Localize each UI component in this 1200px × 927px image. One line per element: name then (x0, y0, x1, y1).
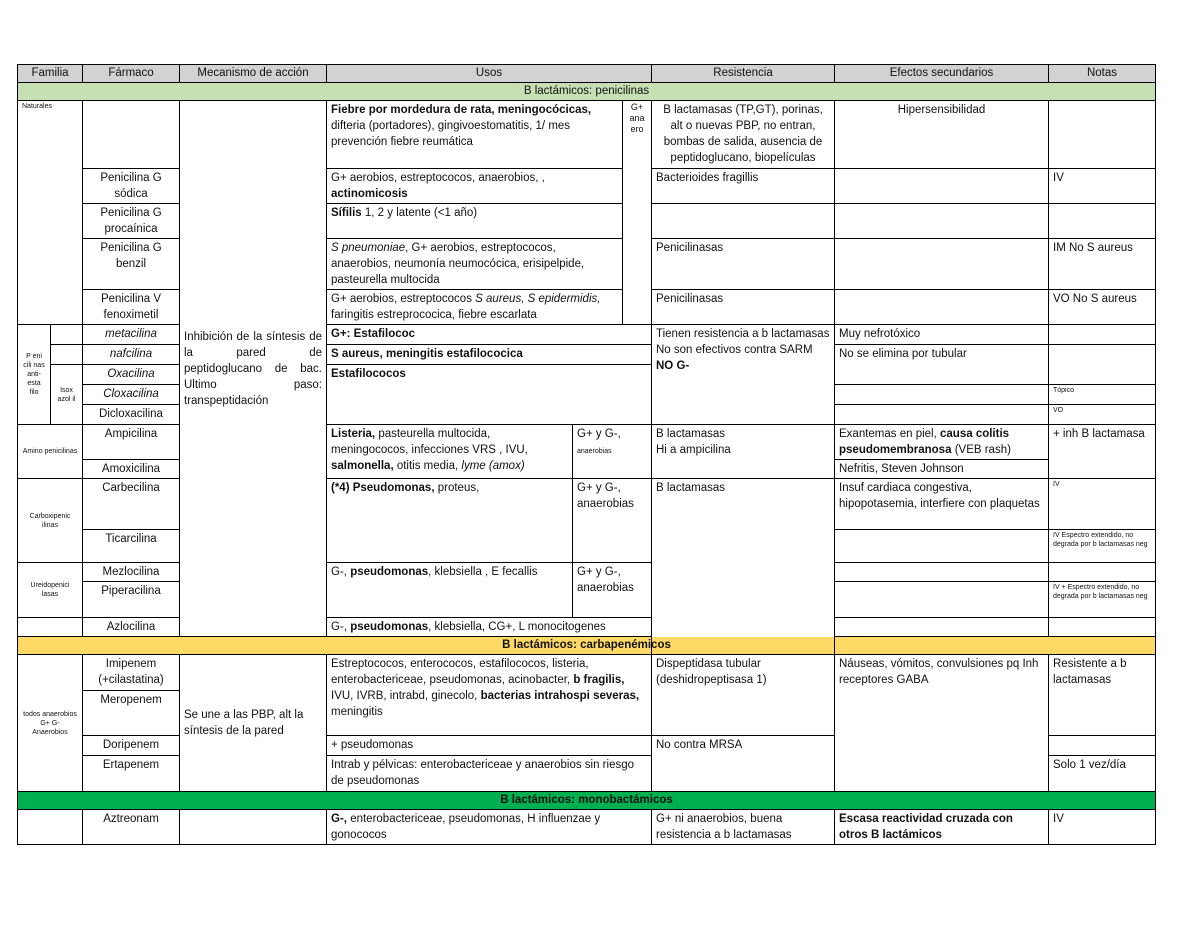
farmaco-nafcilina: nafcilina (83, 345, 180, 365)
usos-cell (327, 169, 623, 204)
efectos-cell: Náuseas, vómitos, convulsiones pq Inh receptores GABA (835, 655, 1049, 792)
usos-text: , klebsiella , E fecallis (428, 566, 538, 578)
efectos-cell: No se elimina por tubular (835, 345, 1049, 385)
familia-carboxipenicilinas: Carboxipenic ilinas (18, 479, 83, 563)
usos-cell: Estafilococos (327, 365, 652, 425)
usos-cell (327, 479, 573, 563)
usos-cell (327, 204, 623, 239)
familia-blank (18, 618, 83, 637)
usos-bold: G-, (331, 813, 347, 825)
usos-text: faringitis estreprococica, fiebre escarlata (331, 309, 537, 321)
efectos-cell: Insuf cardiaca congestiva, hipopotasemia, interfiere con plaquetas (835, 479, 1049, 530)
efectos-cell: Nefritis, Steven Johnson (835, 460, 1049, 479)
notas-cell: VO No S aureus (1049, 290, 1156, 325)
notas-cell (1049, 325, 1156, 345)
notas-cell (1049, 736, 1156, 756)
gram-label: G+ ana ero (623, 101, 652, 325)
gram-cell (573, 425, 652, 479)
usos-cell: + pseudomonas (327, 736, 652, 756)
notas-cell (1049, 345, 1156, 385)
farmaco-oxacilina: Oxacilina (83, 365, 180, 385)
resistencia-cell: Bacterioides fragillis (652, 169, 835, 204)
usos-cell: G+: Estafilococ (327, 325, 652, 345)
usos-italic: S aureus, S epidermidis, (475, 293, 601, 305)
farmaco-ampicilina: Ampicilina (83, 425, 180, 460)
header-row (18, 65, 1156, 83)
farmaco-dicloxacilina: Dicloxacilina (83, 405, 180, 425)
usos-cell (327, 290, 623, 325)
farmaco-meropenem: Meropenem (83, 691, 180, 736)
usos-text: meningitis (331, 706, 383, 718)
notas-cell: IV (1049, 479, 1156, 530)
notas-cell (1049, 101, 1156, 169)
usos-text: otitis media, (396, 460, 459, 472)
section-carbapenemicos (18, 637, 1156, 655)
farmaco-mezlocilina: Mezlocilina (83, 563, 180, 582)
notas-cell (1049, 204, 1156, 239)
table-row (18, 101, 1156, 169)
notas-cell: VO (1049, 405, 1156, 425)
notas-cell: IV (1049, 169, 1156, 204)
notas-cell: IV (1049, 810, 1156, 845)
familia-blank (18, 810, 83, 845)
usos-bold: pseudomonas (350, 566, 429, 578)
header-resistencia: Resistencia (652, 65, 835, 83)
usos-cell: S aureus, meningitis estafilococica (327, 345, 652, 365)
usos-bold: actinomicosis (331, 188, 408, 200)
usos-cell (327, 425, 573, 479)
table-row (18, 655, 1156, 691)
efectos-cell (835, 582, 1049, 618)
notas-cell: IV Espectro extendido, no degrada por b lactamasas neg (1049, 530, 1156, 563)
notas-cell: Tópico (1049, 385, 1156, 405)
farmaco-doripenem: Doripenem (83, 736, 180, 756)
mecanismo-blank (180, 810, 327, 845)
usos-cell (327, 563, 573, 618)
gram-text: G+ y G-, (577, 428, 621, 440)
farmaco-pen-v: Penicilina V fenoximetil (83, 290, 180, 325)
resistencia-cell: Penicilinasas (652, 239, 835, 290)
farmaco-imipenem: Imipenem (+cilastatina) (83, 655, 180, 691)
usos-bold: Listeria, (331, 428, 376, 440)
resistencia-text: NO G- (656, 360, 690, 372)
efectos-cell (835, 425, 1049, 460)
efectos-cell: Escasa reactividad cruzada con otros B lactámicos (835, 810, 1049, 845)
resistencia-cell (652, 204, 835, 239)
notas-cell (1049, 563, 1156, 582)
usos-cell (327, 101, 623, 169)
farmaco-cloxacilina: Cloxacilina (83, 385, 180, 405)
resistencia-text: No son efectivos contra SARM (656, 344, 813, 356)
efectos-text: Exantemas en piel, (839, 428, 937, 440)
notas-cell (1049, 618, 1156, 637)
usos-text: G+ aerobios, estreptococos (331, 293, 472, 305)
notas-cell: + inh B lactamasa (1049, 425, 1156, 479)
efectos-cell (835, 169, 1049, 204)
gram-cell: G+ y G-, anaerobias (573, 563, 652, 618)
usos-cell: Intrab y pélvicas: enterobactericeae y anaerobios sin riesgo de pseudomonas (327, 756, 652, 792)
usos-cell (327, 810, 652, 845)
resistencia-antiestafilo (652, 325, 835, 425)
usos-text: G-, (331, 621, 347, 633)
usos-italic: lyme (amox) (461, 460, 525, 472)
gram-text: anaerobias (577, 448, 612, 455)
familia-antiestafilo: P eni cili nas anti- esta filo (18, 325, 51, 425)
usos-bold: b fragilis, (573, 674, 625, 686)
efectos-text: (VEB rash) (954, 444, 1011, 456)
usos-bold: (*4) Pseudomonas, (331, 482, 435, 494)
header-mecanismo: Mecanismo de acción (180, 65, 327, 83)
efectos-cell: Muy nefrotóxico (835, 325, 1049, 345)
resistencia-cell: G+ ni anaerobios, buena resistencia a b lactamasas (652, 810, 835, 845)
resistencia-cell: B lactamasas (TP,GT), porinas, alt o nuevas PBP, no entran, bombas de salida, ausencia de peptidoglucano, biopelículas (652, 101, 835, 169)
subfamilia-isoxazolil: Isox azol il (51, 365, 83, 425)
farmaco-pen-g-procainica: Penicilina G procaínica (83, 204, 180, 239)
farmaco-ertapenem: Ertapenem (83, 756, 180, 792)
header-usos: Usos (327, 65, 652, 83)
subfamilia-blank (51, 345, 83, 365)
usos-text: proteus, (437, 482, 480, 494)
farmaco-pen-g-sodica: Penicilina G sódica (83, 169, 180, 204)
farmaco-metacilina: metacilina (83, 325, 180, 345)
header-familia: Familia (18, 65, 83, 83)
usos-italic: S pneumoniae (331, 242, 406, 254)
mecanismo-carbapenemicos: Se une a las PBP, alt la síntesis de la pared (180, 655, 327, 792)
usos-text: , G+ aerobios, estreptococos, anaerobios, neumonía neumocócica, erisipelpide, pasteurella multocida (331, 242, 585, 286)
resistencia-cell: Penicilinasas (652, 290, 835, 325)
resistencia-text: B lactamasas (656, 428, 726, 440)
section-title: B lactámicos: monobactámicos (18, 792, 1156, 810)
efectos-cell (835, 563, 1049, 582)
usos-bold: Fiebre por mordedura de rata, meningocócicas, (331, 104, 592, 116)
subfamilia-blank (51, 325, 83, 345)
familia-ureidopenicilinas: Ureidopenici lasas (18, 563, 83, 618)
efectos-cell (835, 239, 1049, 290)
usos-text: G-, (331, 566, 347, 578)
farmaco-aztreonam: Aztreonam (83, 810, 180, 845)
notas-cell: IV + Espectro extendido, no degrada por b lactamasas neg (1049, 582, 1156, 618)
efectos-cell (835, 385, 1049, 405)
header-efectos: Efectos secundarios (835, 65, 1049, 83)
usos-text: , klebsiella, CG+, L monocitogenes (428, 621, 606, 633)
farmaco-piperacilina: Piperacilina (83, 582, 180, 618)
notas-cell: Solo 1 vez/día (1049, 756, 1156, 792)
farmaco-azlocilina: Azlocilina (83, 618, 180, 637)
efectos-cell (835, 405, 1049, 425)
usos-text: IVU, IVRB, intrabd, ginecolo, (331, 690, 478, 702)
efectos-cell (835, 530, 1049, 563)
farmaco-ticarcilina: Ticarcilina (83, 530, 180, 563)
resistencia-cell: Dispeptidasa tubular (deshidropeptisasa 1) (652, 655, 835, 736)
familia-aminopenicilinas: Amino penicilinas (18, 425, 83, 479)
resistencia-text: Tienen resistencia a b lactamasas (656, 328, 830, 340)
familia-naturales: Naturales (18, 101, 83, 325)
usos-bold: pseudomonas (350, 621, 429, 633)
notas-cell: IM No S aureus (1049, 239, 1156, 290)
farmaco-cell (83, 101, 180, 169)
usos-cell (327, 655, 652, 736)
familia-carbapenemicos: todos anaerobios G+ G- Anaerobios (18, 655, 83, 792)
usos-cell (327, 618, 652, 637)
usos-text: pasteurella multocida, meningococos, infecciones VRS , IVU, (331, 428, 528, 456)
resistencia-cell: B lactamasas (652, 479, 835, 655)
usos-text: Estreptococos, enterococos, estafilococos, listeria, enterobactericeae, pseudomonas, acinobacter, (331, 658, 589, 686)
usos-bold: Sífilis (331, 207, 362, 219)
usos-bold: bacterias intrahospi severas, (480, 690, 640, 702)
resistencia-text: Hi a ampicilina (656, 444, 731, 456)
section-title: B lactámicos: penicilinas (18, 83, 1156, 101)
usos-text: G+ aerobios, estreptococos, anaerobios, , (331, 172, 545, 184)
section-monobactamicos (18, 792, 1156, 810)
efectos-cell (835, 290, 1049, 325)
farmaco-amoxicilina: Amoxicilina (83, 460, 180, 479)
usos-text: 1, 2 y latente (<1 año) (364, 207, 478, 219)
section-title: B lactámicos: carbapenémicos (18, 637, 1156, 655)
efectos-cell: Hipersensibilidad (835, 101, 1049, 169)
usos-cell (327, 239, 623, 290)
farmaco-carbecilina: Carbecilina (83, 479, 180, 530)
mecanismo-penicilinas: Inhibición de la síntesis de la pared de peptidoglucano de bac. Ultimo paso: transpeptidación (180, 101, 327, 637)
usos-bold: salmonella, (331, 460, 394, 472)
resistencia-cell (652, 425, 835, 479)
efectos-cell (835, 204, 1049, 239)
table-row (18, 810, 1156, 845)
efectos-cell (835, 618, 1049, 637)
farmaco-pen-g-benzil: Penicilina G benzil (83, 239, 180, 290)
usos-text: difteria (portadores), gingivoestomatitis, 1/ mes prevención fiebre reumática (331, 120, 571, 148)
drug-table (17, 64, 1156, 845)
usos-text: enterobactericeae, pseudomonas, H influenzae y gonococos (331, 813, 601, 841)
efectos-bold: causa colitis pseudomembranosa (839, 428, 1010, 456)
header-notas: Notas (1049, 65, 1156, 83)
section-penicilinas (18, 83, 1156, 101)
gram-cell: G+ y G-, anaerobias (573, 479, 652, 563)
header-farmaco: Fármaco (83, 65, 180, 83)
notas-cell: Resistente a b lactamasas (1049, 655, 1156, 736)
resistencia-cell: No contra MRSA (652, 736, 835, 792)
